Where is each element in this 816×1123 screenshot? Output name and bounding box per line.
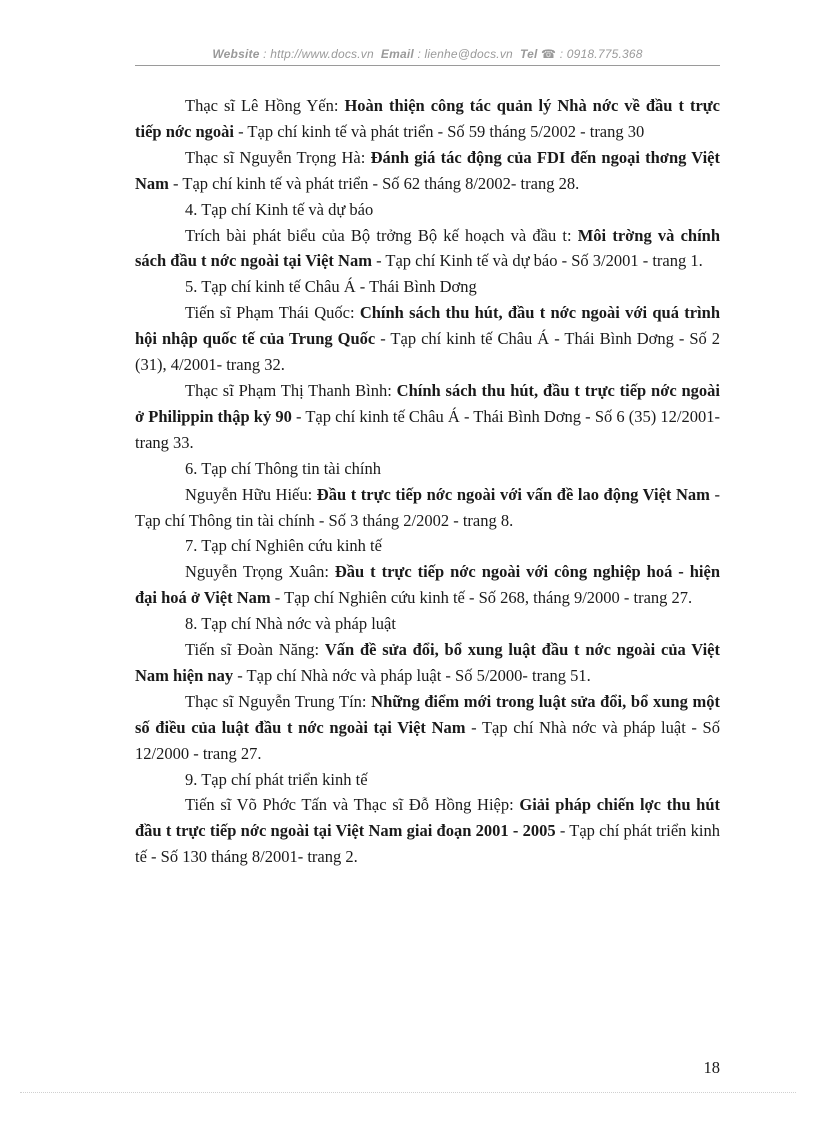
tel-label: Tel ☎: [520, 47, 557, 61]
email-label: Email: [380, 47, 414, 61]
reference-author: Trích bài phát biểu của Bộ trởng Bộ kế hoạch và đầu t:: [185, 225, 578, 245]
reference-entry: [135, 689, 720, 767]
website-label: Website: [212, 47, 260, 61]
reference-title: Chính sách thu hút, đầu t nớc ngoài với quá trình hội nhập quốc tế của Trung Quốc: [135, 303, 720, 349]
reference-author: Thạc sĩ Lê Hồng Yến:: [185, 96, 345, 115]
reference-source: - Tạp chí kinh tế và phát triển - Số 62 tháng 8/2002- trang 28.: [168, 173, 580, 193]
reference-title: Vấn đề sửa đổi, bổ xung luật đầu t nớc ngoài của Việt Nam hiện nay: [135, 640, 720, 685]
reference-source: - Tạp chí Thông tin tài chính - Số 3 tháng 2/2002 - trang 8.: [135, 484, 720, 530]
journal-heading: 8. Tạp chí Nhà nớc và pháp luật: [185, 614, 396, 634]
journal-heading: 5. Tạp chí kinh tế Châu Á - Thái Bình Dơng: [185, 277, 477, 297]
reference-source: - Tạp chí Nhà nớc và pháp luật - Số 5/2000- trang 51.: [233, 665, 591, 685]
reference-author: Tiến sĩ Phạm Thái Quốc:: [185, 303, 360, 323]
reference-entry: [135, 637, 720, 689]
reference-author: Tiến sĩ Võ Phớc Tấn và Thạc sĩ Đỗ Hồng Hiệp:: [185, 795, 520, 815]
reference-source: - Tạp chí kinh tế và phát triển - Số 59 tháng 5/2002 - trang 30: [233, 121, 645, 141]
reference-author: Tiến sĩ Đoàn Năng:: [185, 640, 325, 660]
reference-list: [135, 93, 720, 870]
reference-entry: [135, 482, 720, 534]
email-address[interactable]: : lienhe@docs.vn: [417, 47, 513, 61]
reference-title: Hoàn thiện công tác quản lý Nhà nớc về đầu t trực tiếp nớc ngoài: [135, 96, 720, 141]
reference-entry: [135, 792, 720, 870]
journal-heading: 7. Tạp chí Nghiên cứu kinh tế: [185, 536, 382, 556]
reference-entry: [135, 223, 720, 275]
reference-entry: [135, 378, 720, 456]
reference-author: Nguyễn Trọng Xuân:: [185, 562, 335, 582]
reference-entry: [135, 300, 720, 378]
reference-title: Những điểm mới trong luật sửa đổi, bổ xung một số điều của luật đầu t nớc ngoài tại Việt Nam: [135, 691, 720, 737]
reference-title: Giải pháp chiến lợc thu hút đầu t trực tiếp nớc ngoài tại Việt Nam giai đoạn 2001 - 2005: [135, 795, 721, 841]
tel-number: : 0918.775.368: [559, 47, 643, 61]
reference-source: - Tạp chí Kinh tế và dự báo - Số 3/2001 - trang 1.: [371, 251, 703, 271]
reference-source: - Tạp chí Nhà nớc và pháp luật - Số 12/2000 - trang 27.: [135, 717, 720, 763]
reference-title: Môi trờng và chính sách đầu t nớc ngoài tại Việt Nam: [135, 225, 721, 271]
footer-divider: [20, 1092, 796, 1093]
header-divider: [135, 65, 720, 66]
reference-title: Đầu t trực tiếp nớc ngoài với công nghiệp hoá - hiện đại hoá ở Việt Nam: [135, 562, 720, 608]
reference-title: Đầu t trực tiếp nớc ngoài với vấn đề lao động Việt Nam: [316, 484, 710, 504]
reference-author: Thạc sĩ Nguyễn Trung Tín:: [185, 691, 372, 711]
reference-entry: [135, 559, 720, 611]
journal-heading: 9. Tạp chí phát triển kinh tế: [185, 769, 368, 789]
reference-author: Thạc sĩ Nguyễn Trọng Hà:: [185, 147, 371, 167]
reference-source: - Tạp chí kinh tế Châu Á - Thái Bình Dơng - Số 6 (35) 12/2001- trang 33.: [135, 406, 720, 452]
page-number: 18: [703, 1058, 720, 1077]
reference-title: Chính sách thu hút, đầu t trực tiếp nớc ngoài ở Philippin thập kỷ 90: [135, 380, 720, 426]
reference-source: - Tạp chí kinh tế Châu Á - Thái Bình Dơng - Số 2 (31), 4/2001- trang 32.: [135, 329, 721, 375]
page-header: [135, 47, 720, 61]
journal-heading: 4. Tạp chí Kinh tế và dự báo: [185, 199, 374, 219]
reference-entry: [135, 93, 720, 145]
reference-author: Thạc sĩ Phạm Thị Thanh Bình:: [185, 380, 397, 400]
journal-heading: 6. Tạp chí Thông tin tài chính: [185, 458, 381, 478]
reference-author: Nguyễn Hữu Hiếu:: [185, 484, 317, 504]
website-url[interactable]: : http://www.docs.vn: [263, 47, 374, 61]
reference-entry: [135, 145, 720, 197]
reference-source: - Tạp chí phát triển kinh tế - Số 130 tháng 8/2001- trang 2.: [135, 821, 720, 867]
reference-source: - Tạp chí Nghiên cứu kinh tế - Số 268, tháng 9/2000 - trang 27.: [270, 588, 693, 608]
reference-title: Đánh giá tác động của FDI đến ngoại thơng Việt Nam: [135, 147, 720, 193]
